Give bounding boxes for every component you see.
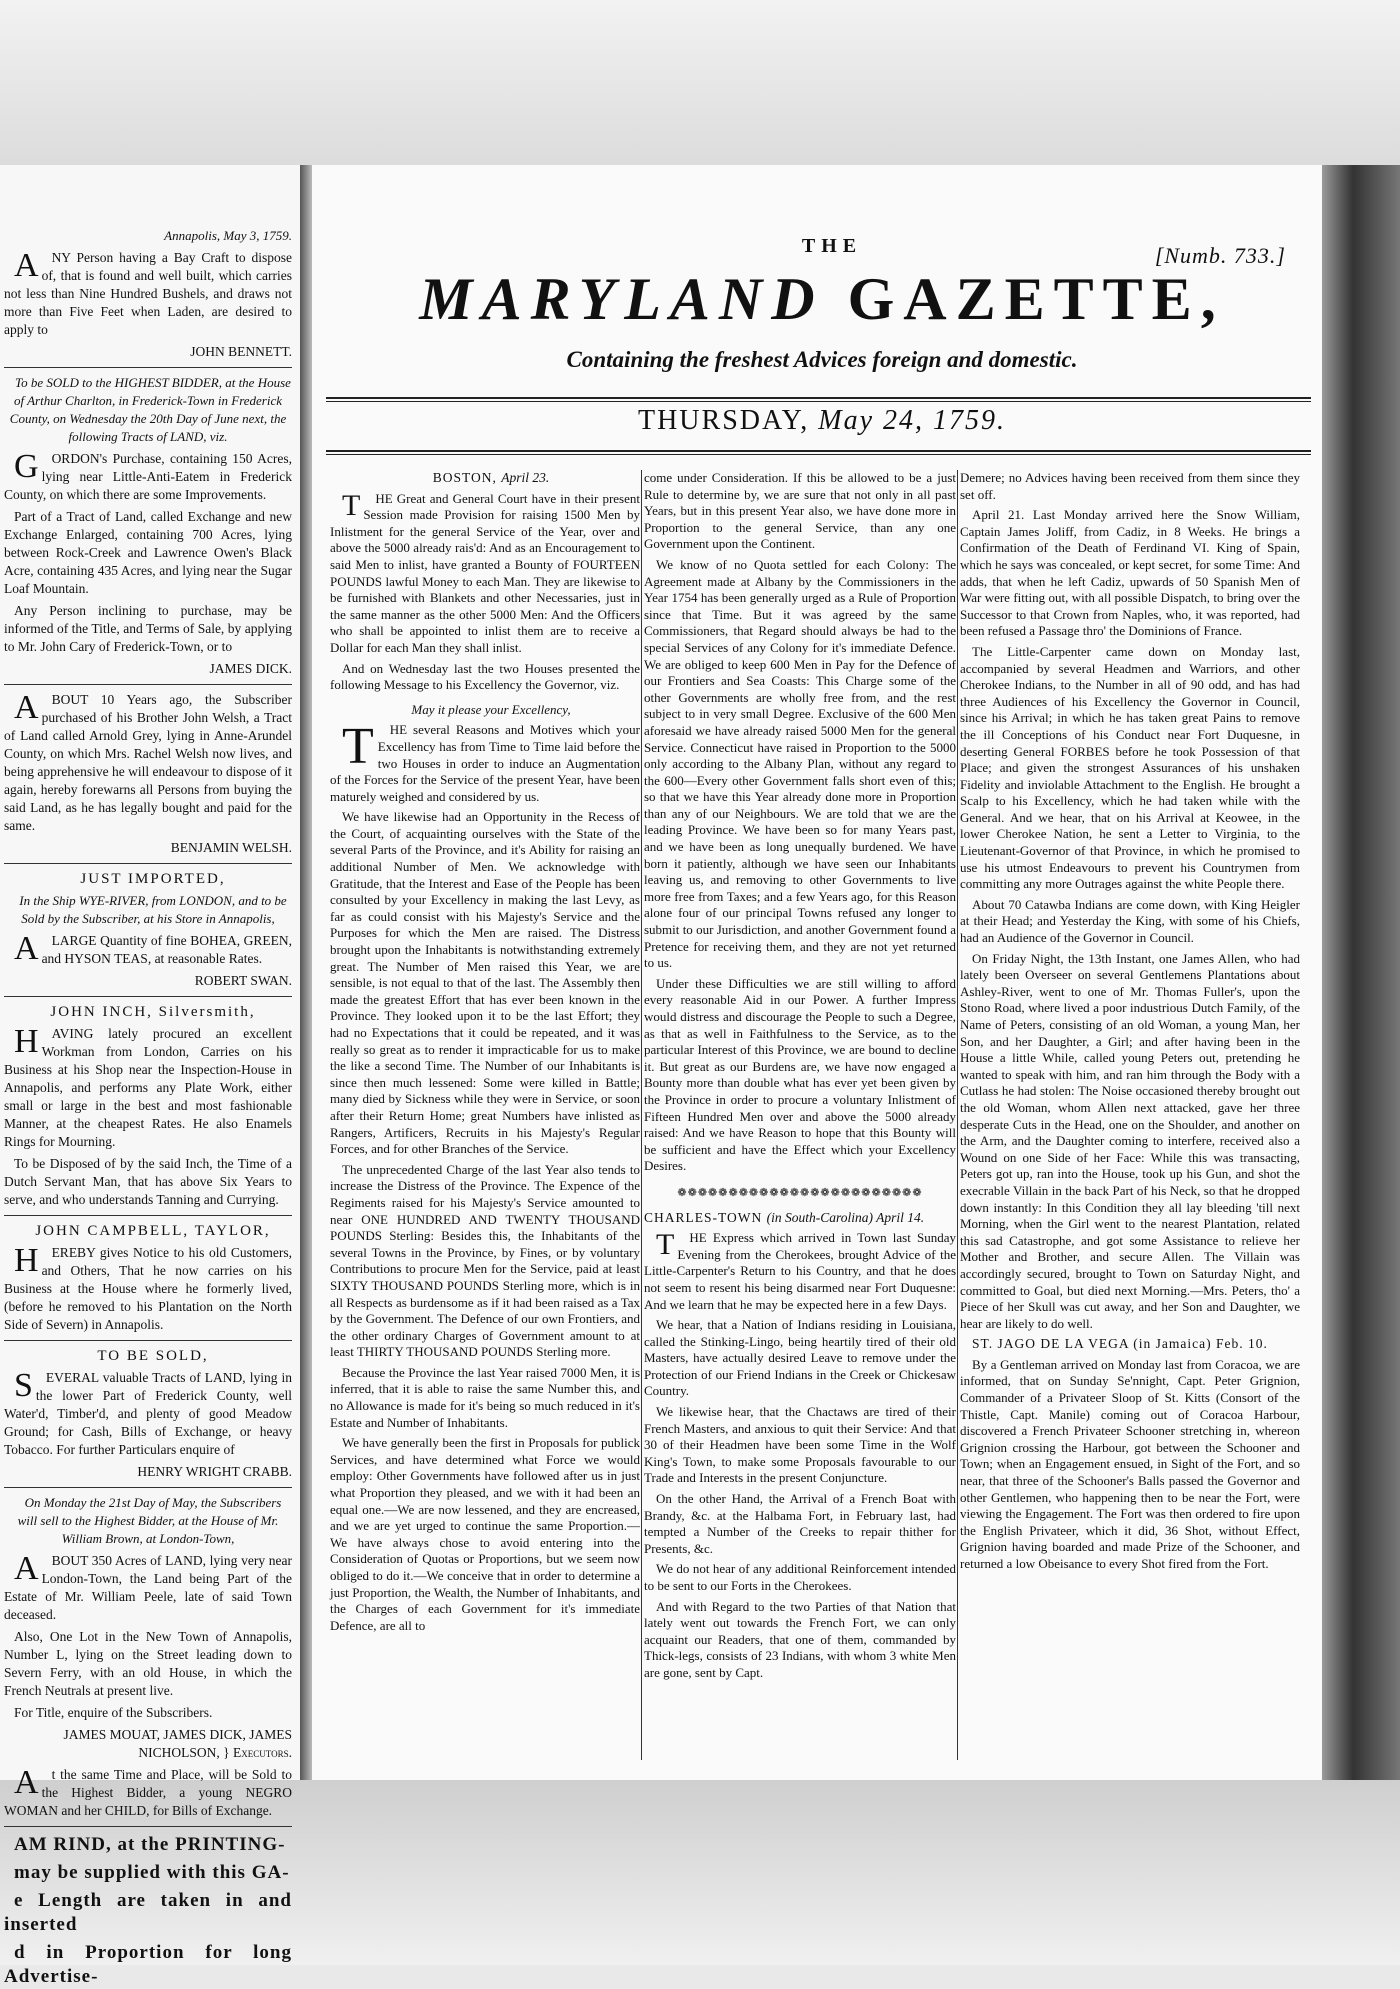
ad-date: Annapolis, May 3, 1759.: [164, 228, 292, 243]
ad-signers: JAMES MOUAT, JAMES DICK, JAMES NICHOLSON, } Executors.: [63, 1727, 292, 1760]
printer-notice-line: d in Proportion for long Advertise-: [4, 1942, 292, 1987]
ad-text: At the same Time and Place, will be Sold to the Highest Bidder, a young NEGRO WOMAN and her CHILD, for Bills of Exchange.: [4, 1764, 292, 1818]
ad-text: ABOUT 350 Acres of LAND, lying very near London-Town, the Land being Part of the Estate of Mr. William Peele, late of said Town deceased.: [4, 1550, 292, 1622]
dateline-rule: [326, 454, 1311, 455]
gazette-page: [312, 165, 1322, 1780]
ad-signature: JAMES DICK.: [209, 661, 292, 676]
article-paragraph: And with Regard to the two Parties of that Nation that lately went out towards the French Fort, we can only acquaint our Readers, that one of them, commanded by Thick-legs, consists of 23 Indians, with whom 3 white Men are gone, sent by Capt.: [644, 1598, 956, 1680]
printer-notice-line: e Length are taken in and inserted: [4, 1890, 292, 1935]
article-paragraph: We have likewise had an Opportunity in the Recess of the Court, of acquainting ourselves with the State of the several Parts of the Province, and it's Ability for raising an additional Number of Men. We acknowledge with Gratitude, that the Interest and Ease of the People has been consulted by your Excellency in making the last Levy, as far as could consist with his Majesty's Service and the Purposes for which the Men are raised. The Distress brought upon the Inhabitants is notwithstanding extremely great. The Number of Men raised this Year, we are sensible, is not equal to that of the last. The Assembly then made the greatest Effort that has ever been known in the Province. They looked upon it to be the last Effort; they had no Expectations that it could be repeated, and it was really so great as to render it impracticable for us to make the like a second Time. The Number of our Inhabitants is since then much lessened: Some were killed in Battle; many died by Sickness while they were in Service, or soon after their Return Home; great Numbers have inlisted as Rangers, Artificers, Recruits in his Majesty's Regular Forces, and for other Branches of the Service.: [330, 809, 640, 1157]
article-paragraph: We have generally been the first in Proposals for publick Services, and have determined what Force we would employ: Other Governments have followed after us in just what Proportion they pleased, and we with it had been an equal one.—We are now lessened, and they are encreased, and we are yet urged to continue the same Proportion.—We have always chose to avoid entering into the Consideration of Quotas or Proportions, but we seem now obliged to do it.—We conceive that in order to determine a just Proportion, the Wealth, the Number of Inhabitants, and the Charges of each Government for it's immediate Defence, are all to: [330, 1435, 640, 1633]
article-paragraph: We know of no Quota settled for each Colony: The Agreement made at Albany by the Commissioners in the Year 1754 has been generally urged as a Rule of Proportion since that Time. But it was agreed by the same Commissioners, that Regard should always be had to the special Services of any Colony for it's immediate Defence. We are obliged to keep 600 Men in Pay for the Defence of our Frontiers and Sea Coasts: This Charge some of the other Governments are wholly free from, and the rest subject to in very small Degree. Exclusive of the 600 Men aforesaid we have already raised 5000 Men for the general Service. Connecticut have raised in Proportion to the 5000 only according to the Albany Plan, without any regard to the 600—Every other Government falls short even of this; so that we have this Year already done more in Proportion than any of our Neighbours. We are told that we are the leading Province. We have been so for many Years past, and we have been as long unequally burdened. We have born it patiently, although we have seen our Inhabitants leaving us, and removing to other Governments to live more free from Taxes; and a few Years ago, for this Reason alone four of our principal Towns refused any longer to submit to our Jurisdiction, and another Government found a Pretence for receiving them, and they are not yet returned to us.: [644, 556, 956, 971]
dateline-date: (in South-Carolina) April 14.: [766, 1209, 925, 1225]
issue-number: [Numb. 733.]: [1154, 243, 1286, 268]
masthead-title: [332, 265, 1312, 334]
ad-bay-craft: [4, 227, 292, 361]
issue-date: [332, 405, 1312, 437]
column-3: [960, 470, 1300, 1760]
ad-heading: On Monday the 21st Day of May, the Subscribers will sell to the Highest Bidder, at the House of Mr. William Brown, at London-Town,: [17, 1495, 282, 1546]
ad-john-campbell: [4, 1222, 292, 1334]
article-paragraph: come under Consideration. If this be allowed to be a just Rule to determine by, we are sure that not only in all past Years, but in this present Year also, we have done more in Proportion to the general Service, than any one Government upon the Continent.: [644, 470, 956, 552]
issue-date-text: May 24, 1759.: [818, 405, 1007, 436]
masthead-rule: [326, 397, 1311, 399]
printer-notice-line: may be supplied with this GA-: [14, 1862, 290, 1883]
article-paragraph: THE several Reasons and Motives which your Excellency has from Time to Time laid before the two Houses in order to induce an Augmentation of the Forces for the Service of the present Year, have been maturely weighed and considered by us.: [330, 718, 640, 804]
masthead-subtitle: Containing the freshest Advices foreign and domestic.: [566, 347, 1078, 372]
ad-signature: HENRY WRIGHT CRABB.: [137, 1464, 292, 1479]
article-paragraph: Under these Difficulties we are still willing to afford every reasonable Aid in our Power. A further Impress would distress and discourage the People to such a Degree, as that as well in Faithfulness to the Service, as to the particular Interest of this Province, we are bound to decline it. But great as our Burdens are, we have now engaged a Bounty more than double what has ever yet been given by the Province in order to procure a voluntary Inlistment of Fifteen Hundred Men over and above the 5000 already raised: And we have Reason to hope that this Bounty will be sufficient and have the Effect which your Excellency Desires.: [644, 975, 956, 1174]
printer-notice-line: AM RIND, at the PRINTING-: [14, 1834, 286, 1855]
article-paragraph: We do not hear of any additional Reinforcement intended to be sent to our Forts in the Cherokees.: [644, 1561, 956, 1593]
divider: [4, 1215, 292, 1216]
dateline-date: April 23.: [501, 470, 550, 485]
ad-just-imported: [4, 870, 292, 990]
article-paragraph: April 21. Last Monday arrived here the Snow William, Captain James Joliff, from Cadiz, in 8 Weeks. He brings a Confirmation of the Death of Ferdinand VI. King of Spain, which he says was concealed, or kept secret, for some Time: And adds, that when he left Cadiz, upwards of 50 Spanish Men of War were fitting out, with all possible Dispatch, to bring over the Successor to that Crown from Naples, who, it was reported, had been refused a Passage thro' the Dominions of France.: [960, 507, 1300, 639]
article-paragraph: On the other Hand, the Arrival of a French Boat with Brandy, &c. at the Halbama Fort, in February last, had tempted a Number of the Creeks to repair thither for Presents, &c.: [644, 1491, 956, 1556]
article-paragraph: Because the Province the last Year raised 7000 Men, it is inferred, that it is able to raise the same Number this, and no Allowance is made for it's being so much reduced in it's Estate and Number of Inhabitants.: [330, 1364, 640, 1430]
ad-text: HAVING lately procured an excellent Workman from London, Carries on his Business at his Shop near the Inspection-House in Annapolis, and performs any Plate Work, either small or large in the best and most fashionable Manner, at the cheapest Rates. He also Enamels Rings for Mourning.: [4, 1023, 292, 1149]
masthead-title-part2: GAZETTE,: [847, 266, 1225, 332]
article-paragraph: On Friday Night, the 13th Instant, one James Allen, who had lately been Overseer on several Gentlemens Plantations about Ashley-River, went to one of Mr. Thomas Fuller's, upon the Stono Road, where lived a poor industrious Dutch Family, of the Name of Peters, consisting of an old Woman, a young Man, her Son, and her Daughter, a Girl; and after having been in the House a little While, called young Peters out, pretending he wanted to speak with him, and ran him through the Body with a Cutlass he had stolen: The Noise occasioned thereby brought out the old Woman, whom Allen next attacked, gave her three desperate Cuts in the Head, one on the Shoulder, and another on the Arm, and the Daughter coming to interfere, received also a Wound on one Side of her Face: While this was transacting, Peters got up, ran into the House, took up his Gun, and shot the execrable Villain in the back Part of his Neck, so that he dropped down instantly: In this Condition they all lay bleeding 'till next Morning, when the Girl went to the nearest Plantation, related this sad Catastrophe, and got some Assistance to relieve her Mother and Brother, and secure Allen. The Villain was accordingly secured, brought to Town on Saturday Night, and committed to Goal, but died next Morning.—Mrs. Peters, tho' a Piece of her Skull was cut away, and her Son and Daughter, we hear are likely to do well.: [960, 950, 1300, 1331]
news-dateline: [330, 470, 640, 487]
column-1: [330, 470, 640, 1760]
divider: [4, 1487, 292, 1488]
divider: [4, 1826, 292, 1827]
dateline-rule: [326, 450, 1311, 452]
left-page-strip: [0, 165, 303, 1987]
ad-signature: ROBERT SWAN.: [194, 973, 292, 988]
ad-heading: JUST IMPORTED,: [80, 871, 226, 887]
ad-land-sale: [4, 374, 292, 678]
article-paragraph: We likewise hear, that the Chactaws are tired of their French Masters, and anxious to quit their Service: And that 30 of their Headmen have been some Time in the Wolf King's Town, to make some Proposals favourable to our Trade and Interests in the present Conjuncture.: [644, 1404, 956, 1486]
ad-text: Part of a Tract of Land, called Exchange and new Exchange Enlarged, containing 700 Acres, lying between Rock-Creek and Lawrence Owen's Black Acre, containing 435 Acres, and lying near the Sugar Loaf Mountain.: [4, 509, 292, 596]
message-salutation: May it please your Excellency,: [411, 701, 571, 717]
column-2: [644, 470, 956, 1760]
article-paragraph: By a Gentleman arrived on Monday last from Coracoa, we are informed, that on Sunday Se'nnight, Capt. Peter Grignion, Commander of a Privateer Sloop of St. Kitts (Consort of the Thistle, Capt. Manile) coming out of Coracoa Harbour, discovered a French Privateer Schooner stretching in, whereon Grignion crossing the Harbour, got between the Schooner and Town; when an Engagement ensued, in Sight of the Fort, and so near, that three of the Schooner's Balls passed the Governor and other Gentlemen, who happening then to be near the Fort, were viewing the Engagement. The Fort was then ordered to fire upon the English Privateer, which it did, 36 Shot, without Effect, Grignion having boarded and made Prize of the Schooner, and returned a low Obeisance to every Shot fired from the Fort.: [960, 1356, 1300, 1571]
ad-signature: BENJAMIN WELSH.: [170, 840, 292, 855]
ad-text: ABOUT 10 Years ago, the Subscriber purchased of his Brother John Welsh, a Tract of Land called Arnold Grey, lying in Anne-Arundel County, on which Mrs. Rachel Welsh now lives, and being apprehensive he will endeavour to dispose of it again, hereby forewarns all Persons from buying the said Land, as he has legally bought and paid for the same.: [4, 689, 292, 833]
issue-day: THURSDAY,: [637, 405, 810, 436]
divider: [4, 367, 292, 368]
ad-london-town-sale: [4, 1494, 292, 1820]
ad-text: Also, One Lot in the New Town of Annapolis, Number L, lying on the Street leading down to Severn Ferry, with an old House, in which the French Neutrals at present live.: [4, 1629, 292, 1698]
ad-text: HEREBY gives Notice to his old Customers, and Others, That he now carries on his Business at the House where he formerly lived, (before he removed to his Plantation on the North Side of Severn) in Annapolis.: [4, 1242, 292, 1332]
ad-to-be-sold: [4, 1347, 292, 1481]
article-paragraph: And on Wednesday last the two Houses presented the following Message to his Excellency the Governor, viz.: [330, 660, 640, 693]
divider: [4, 996, 292, 997]
ad-text: Any Person inclining to purchase, may be informed of the Title, and Terms of Sale, by applying to Mr. John Cary of Frederick-Town, or to: [4, 603, 292, 654]
ad-john-inch: [4, 1003, 292, 1209]
ad-text: ANY Person having a Bay Craft to dispose of, that is found and well built, which carries not less than Nine Hundred Bushels, and draws not more than Five Feet when Laden, are desired to apply to: [4, 247, 292, 337]
background-top: [0, 0, 1400, 165]
column-rule: [957, 470, 958, 1760]
ad-text: SEVERAL valuable Tracts of LAND, lying in the lower Part of Frederick County, well Water'd, Timber'd, and plenty of good Meadow Ground; for Cash, Bills of Exchange, or heavy Tobacco. For further Particulars enquire of: [4, 1367, 292, 1457]
ad-heading: JOHN CAMPBELL, TAYLOR,: [35, 1223, 271, 1239]
article-paragraph: We hear, that a Nation of Indians residing in Louisiana, called the Stinking-Lingo, being heartily tired of their old Masters, have actually desired Leave to remove under the Protection of our Friend Indians in the Creek or Chickesaw Country.: [644, 1317, 956, 1399]
ad-text: To be Disposed of by the said Inch, the Time of a Dutch Servant Man, that has above Six Years to serve, and who understands Tanning and Currying.: [4, 1156, 292, 1207]
masthead-rule: [326, 401, 1311, 402]
article-paragraph: THE Express which arrived in Town last Sunday Evening from the Cherokees, brought Advice of the Little-Carpenter's Return to his Country, and that he does not seem to resent his being disarmed near Fort Duquesne: And we learn that he may be expected here in a few Days.: [644, 1228, 956, 1312]
ad-heading: JOHN INCH, Silversmith,: [50, 1004, 256, 1020]
dateline-place: BOSTON,: [432, 470, 497, 485]
ad-welsh-notice: [4, 691, 292, 857]
column-rule: [641, 470, 642, 1760]
ad-heading: TO BE SOLD,: [97, 1348, 209, 1364]
article-paragraph: Demere; no Advices having been received from them since they set off.: [960, 470, 1300, 502]
masthead-title-part1: MARYLAND: [419, 266, 824, 332]
news-dateline: ST. JAGO DE LA VEGA (in Jamaica) Feb. 10.: [972, 1336, 1268, 1352]
ad-text: ALARGE Quantity of fine BOHEA, GREEN, and HYSON TEAS, at reasonable Rates.: [14, 930, 292, 967]
ornamental-divider: ❁❁❁❁❁❁❁❁❁❁❁❁❁❁❁❁❁❁❁❁❁❁❁❁: [677, 1186, 923, 1199]
article-paragraph: About 70 Catawba Indians are come down, with King Heigler at their Head; and Yesterday the King, with some of his Chiefs, had an Audience of the Governor in Council.: [960, 896, 1300, 946]
ad-text: For Title, enquire of the Subscribers.: [14, 1705, 213, 1720]
divider: [4, 684, 292, 685]
book-gutter: [300, 165, 312, 1780]
ad-heading: To be SOLD to the HIGHEST BIDDER, at the House of Arthur Charlton, in Frederick-Town in Frederick County, on Wednesday the 20th Day of June next, the following Tracts of LAND, viz.: [9, 375, 291, 444]
article-paragraph: The Little-Carpenter came down on Monday last, accompanied by several Headmen and Warriors, and other Cherokee Indians, to the Number in all of 90 odd, and has had three Audiences of his Excellency the Governor in Council, since his Arrival; in which he has taken great Pains to remove the ill Conceptions of his Conduct near Fort Duquesne, in deserting General FORBES before he took Possession of that Place; and given the strongest Assurances of his unshaken Fidelity and inviolable Attachment to the English. He brought a Scalp to his Excellency, which he had taken while with the General. And we hear, that on his Arrival at Keowee, in the lower Cherokee Nation, he sent a Letter to Virginia, to the Lieutenant-Governor of that Province, in which he promised to use his utmost Endeavours to prevent his Countrymen from committing any more Outrages against the white People there.: [960, 643, 1300, 892]
ad-subheading: In the Ship WYE-RIVER, from LONDON, and to be Sold by the Subscriber, at his Store in Annapolis,: [19, 893, 287, 926]
masthead-the: THE: [801, 235, 863, 257]
printer-notice: [4, 1833, 292, 1989]
article-paragraph: The unprecedented Charge of the last Year also tends to increase the Distress of the Province. The Expence of the Regiments raised for his Majesty's Service amounted to near ONE HUNDRED AND TWENTY THOUSAND POUNDS Sterling: Besides this, the Inhabitants of the several Towns in the Province, by Fines, or by voluntary Contributions to procure Men for the Service, paid at least SIXTY THOUSAND POUNDS Sterling more, which is in all Respects as burdensome as if it had been raised as a Tax by the Government. The Defence of our own Frontiers, and the other ordinary Charges of Government amount to at least THIRTY THOUSAND POUNDS Sterling more.: [330, 1161, 640, 1360]
dateline-place: CHARLES-TOWN: [644, 1209, 763, 1225]
divider: [4, 1340, 292, 1341]
divider: [4, 863, 292, 864]
article-paragraph: THE Great and General Court have in their present Session made Provision for raising 1500 Men by Inlistment for the general Service of the Year, over and above the 5000 already rais'd: And as an Encouragement to said Men to inlist, have granted a Bounty of FOURTEEN POUNDS lawful Money to each Man. They are likewise to be furnished with Blankets and other Necessaries, just in the same manner as the other 5000 Men: And the Officers who shall be appointed to inlist them are to receive a Dollar for each Man they shall inlist.: [330, 488, 640, 655]
news-dateline: [644, 1210, 956, 1227]
ad-signature: JOHN BENNETT.: [190, 344, 292, 359]
ad-text: GORDON's Purchase, containing 150 Acres, lying near Little-Anti-Eatem in Frederick County, on which there are some Improvements.: [4, 448, 292, 502]
book-page-edge: [1322, 165, 1400, 1780]
